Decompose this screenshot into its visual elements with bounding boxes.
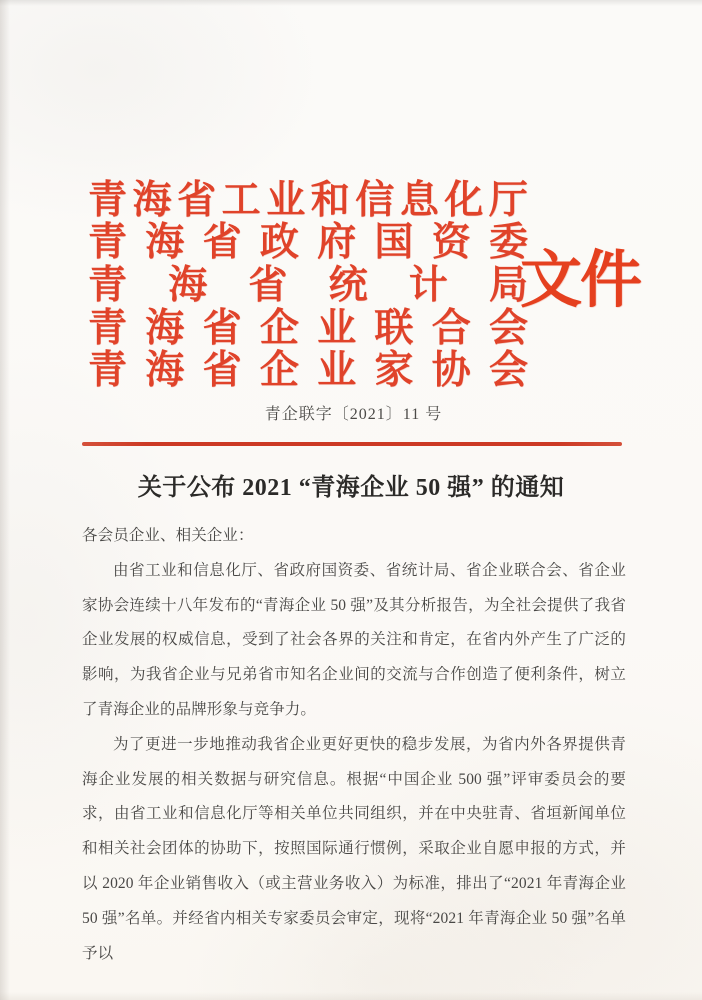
document-label: 文件	[520, 247, 641, 315]
scan-edge-bottom	[0, 992, 702, 1000]
paragraph-2: 为了更进一步地推动我省企业更好更快的稳步发展，为省内外各界提供青海企业发展的相关数据与研究信息。根据“中国企业 500 强”评审委员会的要求，由省工业和信息化厅等相关单位共同组织，并在中央驻青、省垣新闻单位和相关社会团体的协助下，按照国际通行惯例，采取企业自愿申报的方式，并以 2020 年企业销售收入（或主营业务收入）为标准，排出了“2021 年青海企业 50 强”名单。并经省内相关专家委员会审定，现将“2021 年青海企业 50 强”名单予以	[82, 735, 626, 962]
salutation: 各会员企业、相关企业：	[82, 527, 254, 544]
issuing-org-3: 青 海 省 统 计 局	[88, 263, 528, 307]
scan-edge-left	[0, 0, 10, 1000]
issuing-org-2: 青 海 省 政 府 国 资 委	[88, 221, 528, 265]
document-title: 关于公布 2021 “青海企业 50 强” 的通知	[137, 475, 565, 501]
letterhead	[88, 179, 528, 392]
issuing-org-5: 青 海 省 企 业 家 协 会	[88, 349, 528, 393]
red-divider-line	[82, 442, 622, 446]
paragraph-1: 由省工业和信息化厅、省政府国资委、省统计局、省企业联合会、省企业家协会连续十八年发布的“青海企业 50 强”及其分析报告，为全社会提供了我省企业发展的权威信息，受到了社会各界的关注和肯定，在省内外产生了广泛的影响，为我省企业与兄弟省市知名企业间的交流与合作创造了便利条件，树立了青海企业的品牌形象与竞争力。	[82, 561, 626, 718]
issuing-org-4: 青 海 省 企 业 联 合 会	[88, 306, 528, 350]
document-body	[82, 519, 626, 971]
scan-edge-top	[0, 0, 702, 6]
document-number: 青企联字〔2021〕11 号	[264, 406, 443, 423]
issuing-org-1: 青 海 省 工 业 和 信 息 化 厅	[88, 178, 528, 222]
